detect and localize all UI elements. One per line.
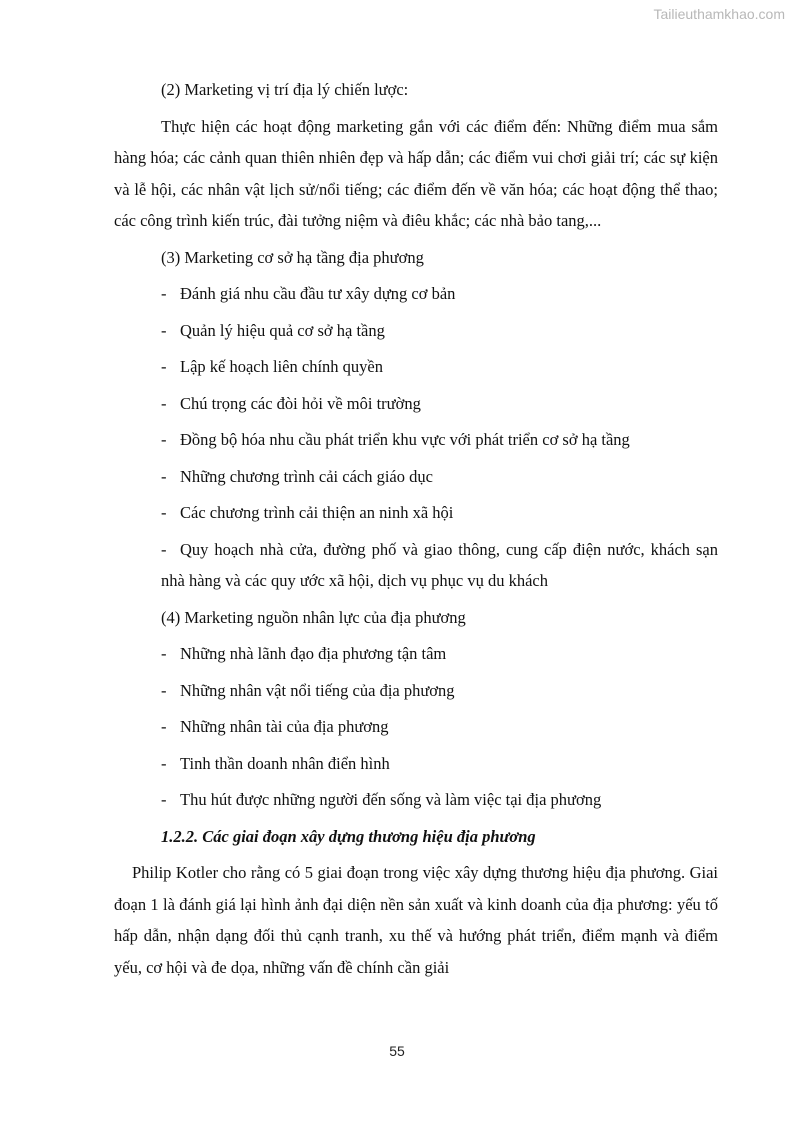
list-item: - Quy hoạch nhà cửa, đường phố và giao thông, cung cấp điện nước, khách sạn nhà hàng và các quy ước xã hội, dịch vụ phục vụ du khách — [114, 534, 718, 597]
list-item: - Các chương trình cải thiện an ninh xã hội — [114, 497, 718, 529]
list-dash: - — [161, 320, 167, 340]
list-item: - Tinh thần doanh nhân điển hình — [114, 748, 718, 780]
page-number: 55 — [389, 1043, 405, 1059]
list-dash: - — [161, 753, 167, 773]
section-3-heading: (3) Marketing cơ sở hạ tầng địa phương — [161, 247, 424, 267]
list-item: - Chú trọng các đòi hỏi về môi trường — [114, 388, 718, 420]
watermark: Tailieuthamkhao.com — [653, 6, 785, 22]
section-4-heading: (4) Marketing nguồn nhân lực của địa phương — [161, 607, 466, 627]
section-2-paragraph: Thực hiện các hoạt động marketing gắn với các điểm đến: Những điểm mua sắm hàng hóa; các cảnh quan thiên nhiên đẹp và hấp dẫn; các điểm vui chơi giải trí; các sự kiện và lễ hội, các nhân vật lịch sử/nổi tiếng; các điểm đến về văn hóa; các hoạt động thể thao; các công trình kiến trúc, đài tưởng niệm và điêu khắc; các nhà bảo tang,... — [114, 116, 718, 230]
list-item: - Những nhà lãnh đạo địa phương tận tâm — [114, 638, 718, 670]
list-dash: - — [161, 644, 167, 663]
section-2-heading: (2) Marketing vị trí địa lý chiến lược: — [161, 80, 409, 99]
list-dash: - — [161, 466, 167, 486]
list-item: - Những nhân tài của địa phương — [114, 711, 718, 743]
list-dash: - — [161, 717, 167, 736]
list-dash: - — [161, 790, 167, 809]
list-item: - Đồng bộ hóa nhu cầu phát triển khu vực với phát triển cơ sở hạ tầng — [114, 424, 718, 456]
page-content — [114, 74, 718, 983]
list-item: - Thu hút được những người đến sống và làm việc tại địa phương — [114, 784, 718, 816]
closing-paragraph: Philip Kotler cho rằng có 5 giai đoạn trong việc xây dựng thương hiệu địa phương. Giai đoạn 1 là đánh giá lại hình ảnh đại diện nền sản xuất và kinh doanh của địa phương: yếu tố hấp dẫn, nhận dạng đối thủ cạnh tranh, xu thế và hướng phát triển, điểm mạnh và điểm yếu, cơ hội và đe dọa, những vấn đề chính cần giải — [114, 863, 718, 977]
list-item: - Đánh giá nhu cầu đầu tư xây dựng cơ bản — [114, 278, 718, 310]
list-dash: - — [161, 539, 167, 559]
list-dash: - — [161, 680, 167, 700]
list-dash: - — [161, 284, 167, 303]
list-item: - Những nhân vật nổi tiếng của địa phương — [114, 675, 718, 707]
list-item: - Quản lý hiệu quả cơ sở hạ tầng — [114, 315, 718, 347]
list-dash: - — [161, 357, 167, 376]
list-item: - Những chương trình cải cách giáo dục — [114, 461, 718, 493]
subheading: 1.2.2. Các giai đoạn xây dựng thương hiệu địa phương — [161, 826, 536, 846]
list-dash: - — [161, 503, 167, 522]
list-dash: - — [161, 393, 167, 413]
list-item: - Lập kế hoạch liên chính quyền — [114, 351, 718, 383]
list-dash: - — [161, 430, 167, 449]
